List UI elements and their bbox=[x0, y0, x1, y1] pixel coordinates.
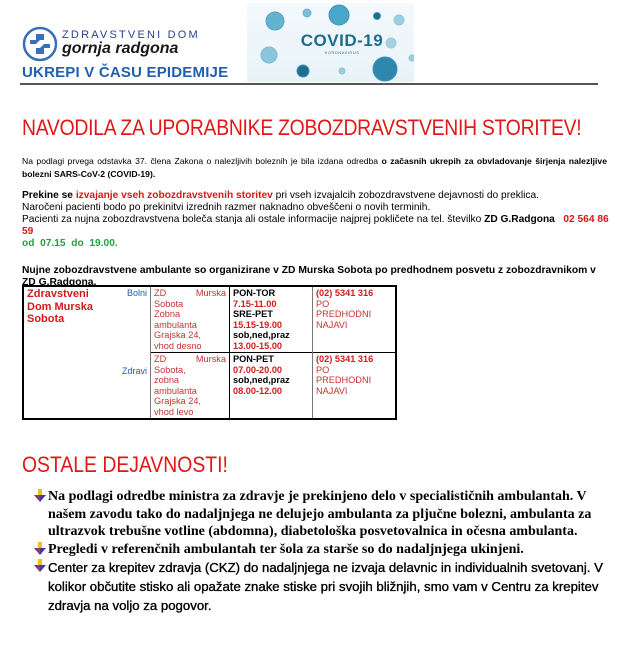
section-title-other: OSTALE DEJAVNOSTI! bbox=[22, 452, 228, 477]
covid-title: COVID-19 bbox=[300, 31, 384, 50]
list-item: Center za krepitev zdravja (CKZ) do nadaljnjega ne izvaja delavnic in individualnih svetovanj. V kolikor občutite stisko ali opažate znake stiske pri svojih bližnjih, smo vam v Centru za krepitev zdravja na voljo za pogovor. bbox=[33, 558, 608, 615]
contact-line bbox=[22, 214, 612, 238]
down-arrow-bullet-icon bbox=[33, 489, 47, 503]
address-cell: ZD Murska Sobota Zobna ambulanta Grajska 24, vhod desno bbox=[151, 286, 230, 353]
dental-notice bbox=[22, 190, 612, 250]
intro-paragraph bbox=[22, 155, 607, 181]
down-arrow-bullet-icon bbox=[33, 542, 47, 556]
suspension-lead: Prekine se bbox=[22, 190, 76, 201]
suspension-line bbox=[22, 190, 612, 202]
health-center-logo-icon bbox=[22, 26, 58, 62]
intro-text: Na podlagi prvega odstavka 37. člena Zakona o nalezljivih boleznih je bila izdana odredba bbox=[22, 156, 382, 166]
phone-cell: (02) 5341 316 PO PREDHODNI NAJAVI bbox=[313, 286, 397, 353]
emergency-note: Nujne zobozdravstvene ambulante so organizirane v ZD Murska Sobota po predhodnem posvetu z zobozdravnikom v ZD G.Radgona. bbox=[22, 265, 596, 288]
schedule-cell: PON-PET 07.00-20.00 sob,ned,praz 08.00-12.00 bbox=[230, 353, 313, 420]
patient-type-sick: Bolni bbox=[114, 286, 151, 353]
list-item: Pregledi v referenčnih ambulantah ter šola za starše so do nadaljnjega ukinjeni. bbox=[33, 541, 608, 559]
phone-cell: (02) 5341 316 PO PREDHODNI NAJAVI bbox=[313, 353, 397, 420]
intro-bold-text: o začasnih ukrepih za obvladovanje širjenja nalezljive bolezni SARS-CoV-2 (COVID-19). bbox=[22, 156, 607, 179]
header-divider bbox=[20, 83, 598, 85]
contact-clinic: ZD G.Radgona bbox=[484, 214, 555, 225]
clinic-phone[interactable]: (02) 5341 316 bbox=[316, 354, 374, 364]
suspension-highlight: izvajanje vseh zobozdravstvenih storitev bbox=[75, 190, 273, 201]
table-row bbox=[23, 286, 396, 353]
contact-hours: od 07.15 do 19.00. bbox=[22, 238, 118, 249]
emergency-clinics-table bbox=[22, 285, 397, 420]
organization-cell: Zdravstveni Dom Murska Sobota bbox=[27, 288, 94, 325]
other-activities-list bbox=[33, 488, 608, 615]
covid-banner bbox=[247, 3, 414, 82]
address-cell: ZD Murska Sobota, zobna ambulanta Grajska 24, vhod levo bbox=[151, 353, 230, 420]
contact-phone[interactable]: 02 564 86 59 bbox=[22, 214, 609, 237]
schedule-cell: PON-TOR 7.15-11.00 SRE-PET 15.15-19.00 sob,ned,praz 13.00-15.00 bbox=[230, 286, 313, 353]
reschedule-line: Naročeni pacienti bodo po prekinitvi izrednih razmer naknadno obveščeni o novih terminih. bbox=[22, 202, 431, 213]
down-arrow-bullet-icon bbox=[33, 559, 47, 573]
logo-text-top: ZDRAVSTVENI DOM bbox=[62, 29, 200, 41]
logo-text-bottom: gornja radgona bbox=[62, 40, 179, 57]
page-headline: UKREPI V ČASU EPIDEMIJE bbox=[22, 64, 229, 81]
suspension-rest: pri vseh izvajalcih zobozdravstvene dejavnosti do preklica. bbox=[272, 190, 539, 201]
patient-type-healthy: Zdravi bbox=[114, 353, 151, 420]
contact-text: Pacienti za nujna zobozdravstvena boleča stanja ali ostale informacije najprej pokličete na tel. številko bbox=[22, 214, 485, 225]
list-item: Na podlagi odredbe ministra za zdravje je prekinjeno delo v specialističnih ambulantah. V našem zavodu tako do nadaljnjega ne delujejo ambulanta za pljučne bolezni, ambulanta za ultrazvok trebušne votline (abdomna), diabetološka posvetovalnica in očesna ambulanta. bbox=[33, 488, 608, 541]
section-title-dental: NAVODILA ZA UPORABNIKE ZOBOZDRAVSTVENIH STORITEV! bbox=[22, 115, 582, 140]
covid-subtitle: KORONAVIRUS bbox=[324, 50, 360, 55]
clinic-phone[interactable]: (02) 5341 316 bbox=[316, 288, 374, 298]
